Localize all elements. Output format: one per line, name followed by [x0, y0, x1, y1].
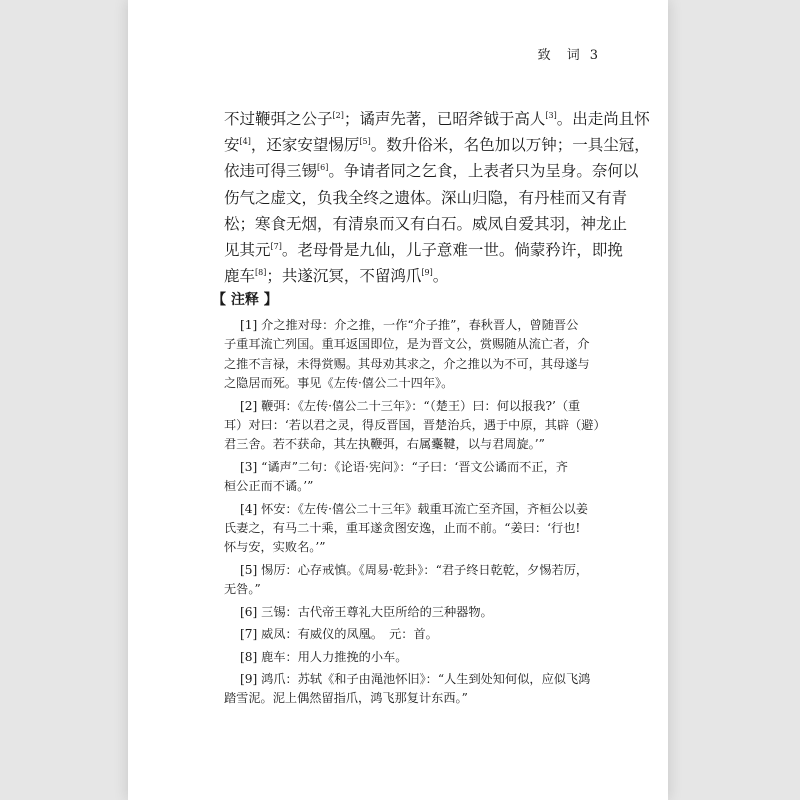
note-item: [6] 三锡：古代帝王尊礼大臣所给的三种器物。 — [240, 604, 493, 619]
body-line: 松；寒食无烟，有清泉而又有白石。威凤自爱其羽，神龙止 — [224, 214, 628, 233]
footnote-ref[interactable]: [7] — [270, 241, 282, 251]
body-line: 伤气之虚文，负我全终之遗体。深山归隐，有丹桂而又有青 — [224, 188, 628, 207]
body-line: 依违可得三锡[6]。争请者同之乞食，上表者只为呈身。奈何以 — [224, 162, 639, 181]
note-item: [2] 鞭弭：《左传·僖公二十三年》：“（楚王）曰：何以报我?’（重 耳）对曰：‘若以君之灵，得反晋国，晋楚治兵，遇于中原，其辟（避） 君三舍。若不获命，其左执鞭弭，右属櫜鞬，以与君周旋。’” — [224, 398, 606, 452]
footnote-ref[interactable]: [9] — [421, 268, 433, 278]
note-item: [3] “谲声”二句：《论语·宪问》：“子曰：‘晋文公谲而不正，齐 桓公正而不谲。’” — [224, 459, 568, 494]
note-item: [7] 威凤：有威仪的凤凰。 元：首。 — [240, 627, 438, 642]
note-item: [1] 介之推对母：介之推，一作“介子推”，春秋晋人，曾随晋公 子重耳流亡列国。重耳返国即位，是为晋文公，赏赐随从流亡者，介 之推不言禄，未得赏赐。其母劝其求之，介之推以为不可，其母遂与 之隐居而死。事见《左传·僖公二十四年》。 — [224, 318, 590, 391]
notes-list — [224, 316, 609, 712]
footnote-ref[interactable]: [6] — [317, 163, 329, 173]
note-item: [9] 鸿爪：苏轼《和子由渑池怀旧》：“人生到处知何似，应似飞鸿 踏雪泥。泥上偶然留指爪，鸿飞那复计东西。” — [224, 671, 591, 706]
book-page — [128, 0, 668, 800]
body-line: 鹿车[8]；共遂沉冥，不留鸿爪[9]。 — [224, 267, 449, 286]
running-header — [538, 44, 598, 63]
chapter-title: 致 词 — [537, 48, 586, 63]
note-item: [8] 鹿车：用人力推挽的小车。 — [240, 649, 408, 664]
note-item: [4] 怀安：《左传·僖公二十三年》载重耳流亡至齐国，齐桓公以姜 氏妻之，有马二十乘，重耳遂贪图安逸，止而不前。“姜曰：‘行也! 怀与安，实败名。’” — [224, 501, 588, 555]
note-item: [5] 惕厉：心存戒慎。《周易·乾卦》：“君子终日乾乾，夕惕若厉， 无咎。” — [224, 562, 589, 597]
footnote-ref[interactable]: [4] — [239, 137, 251, 147]
footnote-ref[interactable]: [5] — [359, 137, 371, 147]
footnote-ref[interactable]: [3] — [545, 110, 557, 120]
page-number: 3 — [589, 48, 598, 63]
footnote-ref[interactable]: [8] — [255, 268, 267, 278]
body-line: 不过鞭弭之公子[2]；谲声先著，已昭斧钺于高人[3]。出走尚且怀 — [224, 110, 650, 128]
body-text — [224, 106, 650, 289]
footnote-ref[interactable]: [2] — [332, 110, 344, 120]
notes-heading: 【 注释 】 — [212, 292, 278, 308]
body-line: 见其元[7]。老母骨是九仙，儿子意难一世。倘蒙矜许，即挽 — [224, 241, 623, 260]
body-line: 安[4]，还家安望惕厉[5]。数升俗米，名色加以万钟；一具尘冠， — [224, 136, 650, 155]
